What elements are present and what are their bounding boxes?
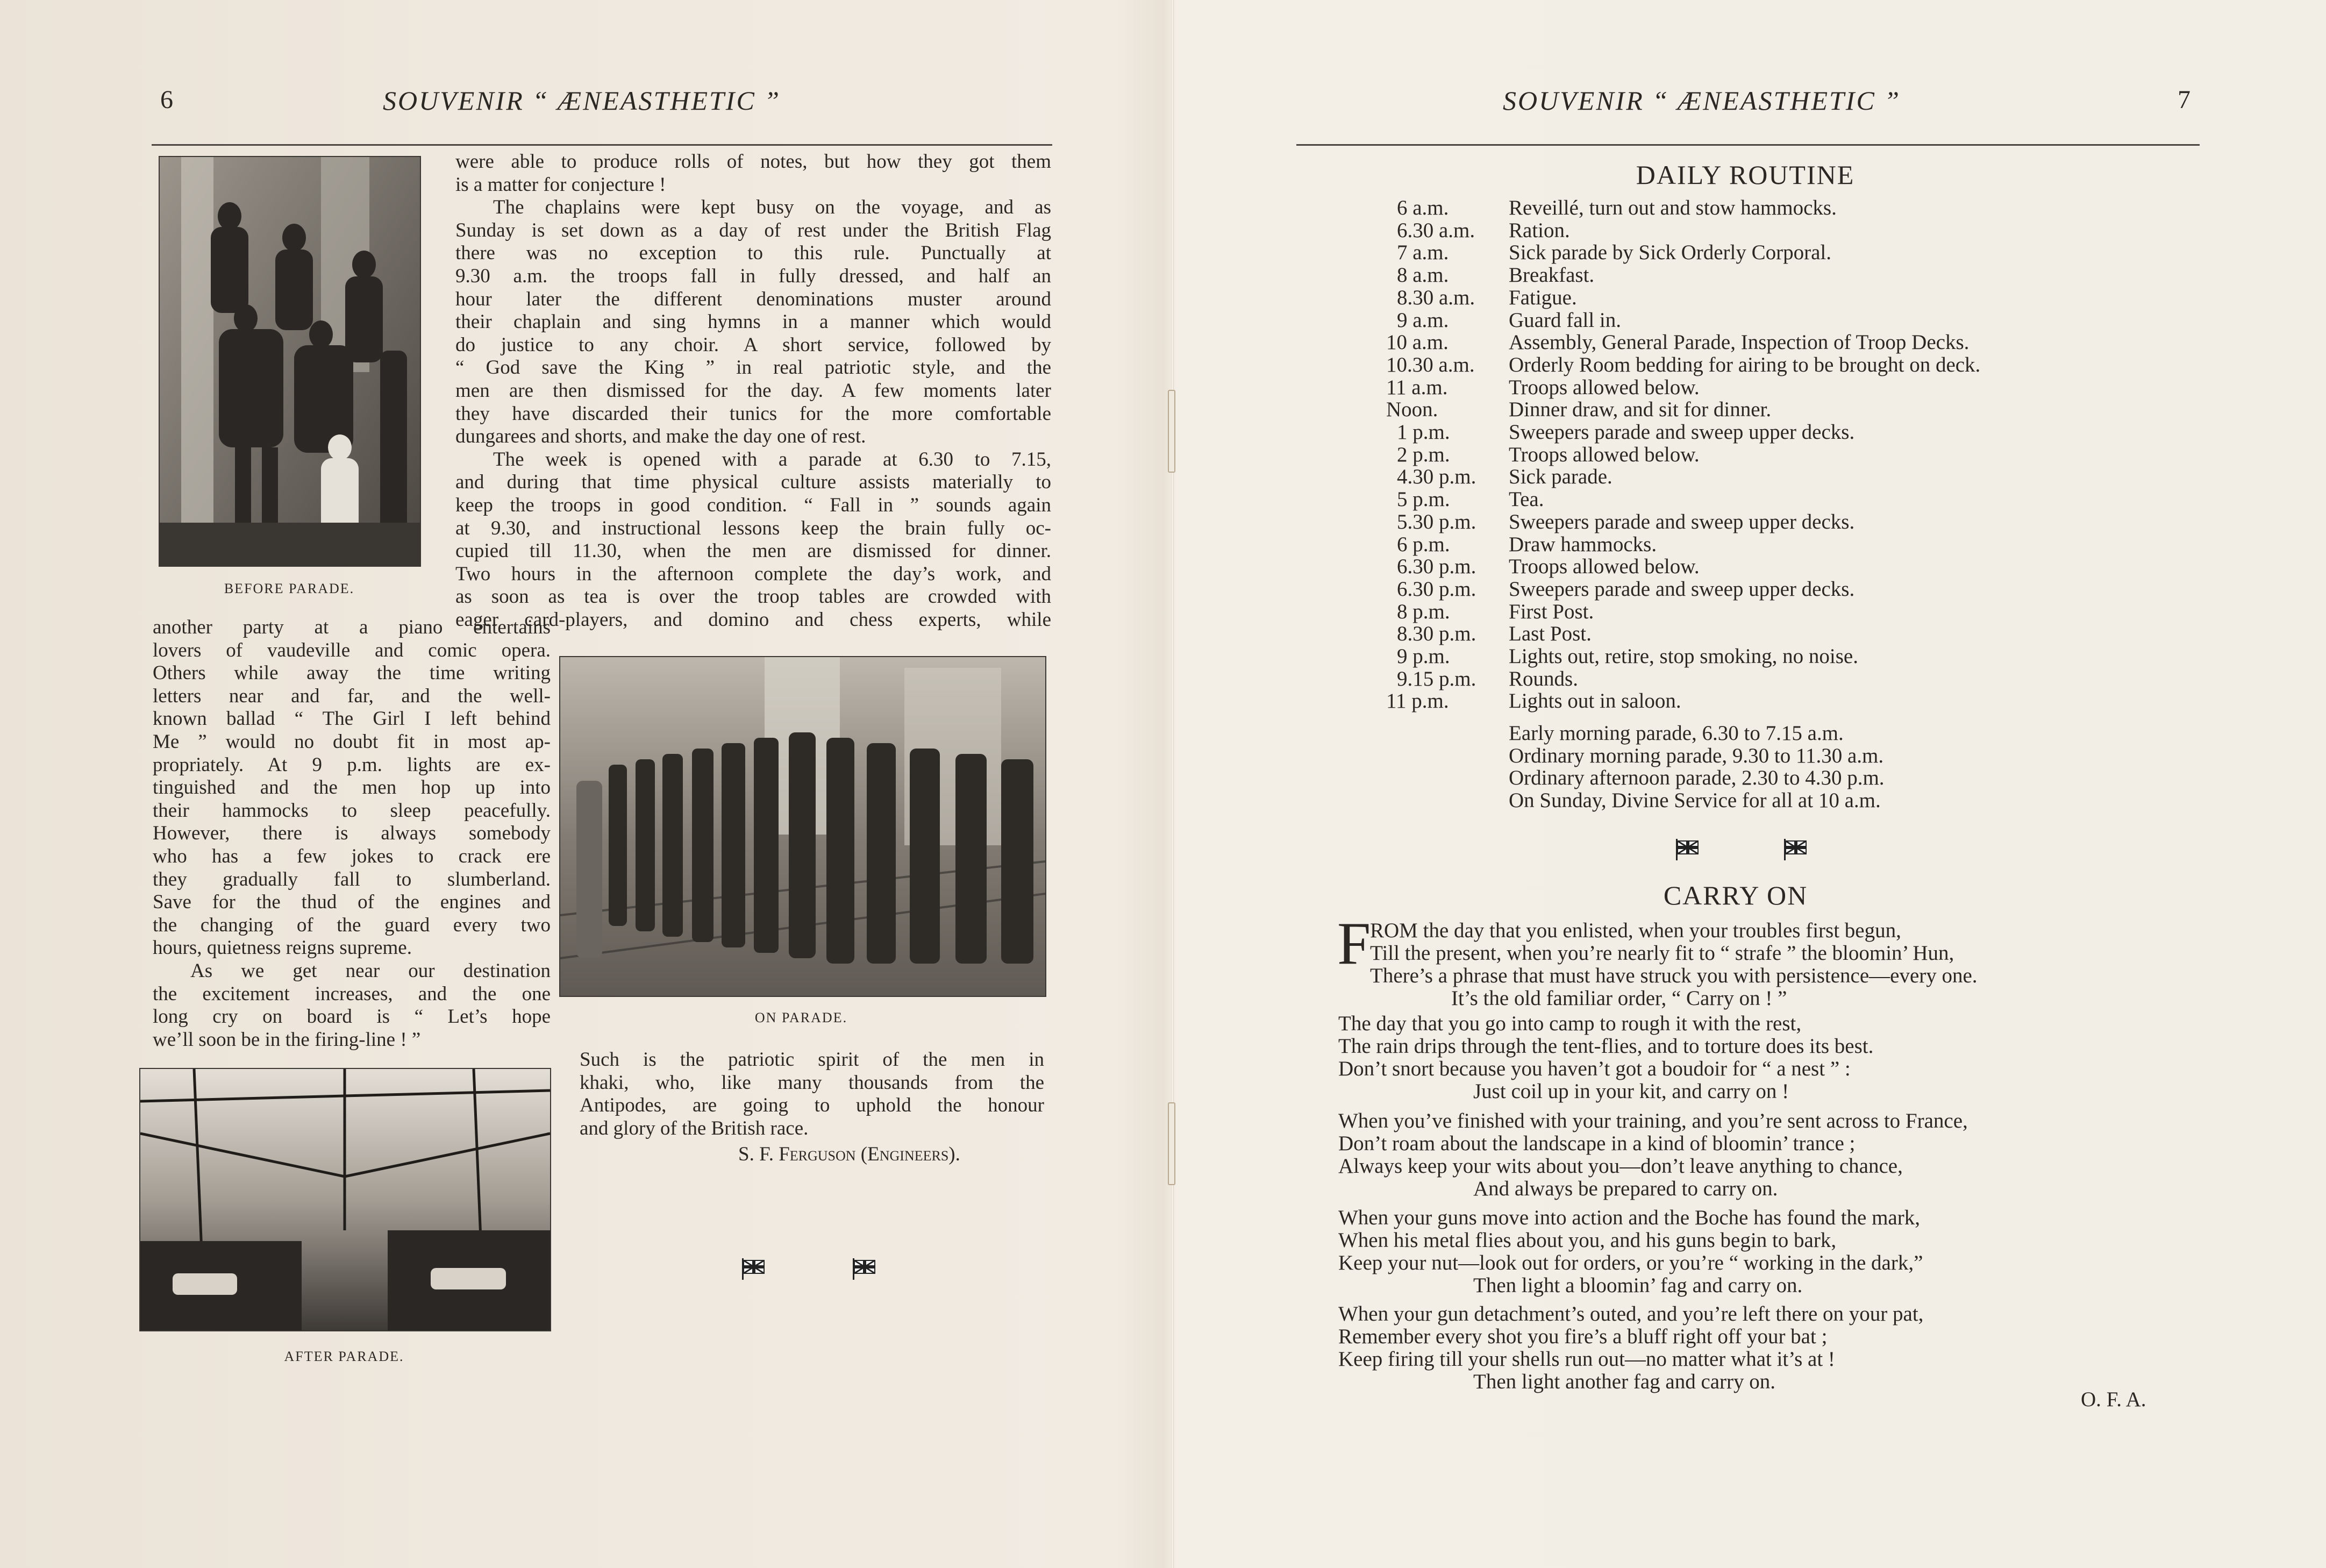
text-line: The week is opened with a parade at 6.30 to 7.15, xyxy=(493,448,1051,471)
text-line: However, there is always somebody xyxy=(153,822,551,845)
poem-refrain-line: And always be prepared to carry on. xyxy=(1473,1177,1778,1200)
routine-table xyxy=(1386,197,2139,735)
routine-time: 6.30 a.m. xyxy=(1397,218,1475,242)
text-line: the changing of the guard every two xyxy=(153,914,551,936)
text-line: As we get near our destination xyxy=(190,959,551,982)
routine-activity: Lights out in saloon. xyxy=(1509,689,1681,713)
text-line: Sunday is set down as a day of rest under the British Flag xyxy=(455,219,1051,241)
text-line: the excitement increases, and the one xyxy=(153,982,551,1005)
routine-notes xyxy=(1386,722,2139,819)
routine-time: 8 p.m. xyxy=(1397,600,1450,623)
routine-time: 1 p.m. xyxy=(1397,420,1450,444)
book-spine-fold xyxy=(1171,0,1174,1568)
union-jack-flag-icon xyxy=(1783,839,1808,860)
routine-activity: Breakfast. xyxy=(1509,263,1595,287)
running-head: SOUVENIR “ ÆNEASTHETIC ” xyxy=(1503,85,1901,116)
poem-line: Keep your nut—look out for orders, or you’re “ working in the dark,” xyxy=(1338,1251,1923,1274)
text-line: hours, quietness reigns supreme. xyxy=(153,937,412,959)
staple xyxy=(1168,390,1175,473)
routine-activity: Lights out, retire, stop smoking, no noise. xyxy=(1509,645,1858,668)
poem-line: Don’t roam about the landscape in a kind of bloomin’ trance ; xyxy=(1338,1132,1856,1155)
article-column-top xyxy=(455,151,1051,631)
text-line: we’ll soon be in the firing-line ! ” xyxy=(153,1028,421,1051)
article-closing xyxy=(580,1049,1044,1140)
routine-activity: Troops allowed below. xyxy=(1509,375,1700,399)
routine-time: Noon. xyxy=(1386,398,1438,422)
routine-activity: Ration. xyxy=(1509,218,1570,242)
routine-time: 11 p.m. xyxy=(1386,689,1449,713)
union-jack-flag-icon xyxy=(1675,839,1700,860)
routine-activity: Guard fall in. xyxy=(1509,308,1622,332)
text-line: at 9.30, and instructional lessons keep the brain fully oc- xyxy=(455,517,1051,539)
text-line: Antipodes, are going to uphold the honour xyxy=(580,1094,1044,1117)
photo-before-parade xyxy=(159,156,421,567)
poem-line: When your gun detachment’s outed, and you’re left there on your pat, xyxy=(1338,1302,1924,1325)
routine-time: 8 a.m. xyxy=(1397,263,1449,287)
routine-activity: First Post. xyxy=(1509,600,1594,623)
routine-time: 9.15 p.m. xyxy=(1397,667,1476,690)
poem-line: When his metal flies about you, and his guns begin to bark, xyxy=(1338,1229,1837,1252)
poem-title: CARRY ON xyxy=(1663,880,1808,910)
text-line: eager card-players, and domino and chess experts, while xyxy=(455,608,1051,631)
routine-time: 8.30 a.m. xyxy=(1397,286,1475,309)
text-line: hour later the different denominations muster around xyxy=(455,288,1051,310)
text-line: their chaplain and sing hymns in a manner which would xyxy=(455,311,1051,333)
text-line: Save for the thud of the engines and xyxy=(153,891,551,914)
routine-note: Ordinary afternoon parade, 2.30 to 4.30 p.m. xyxy=(1509,766,1885,790)
routine-time: 10 a.m. xyxy=(1386,331,1449,354)
poem-line: The rain drips through the tent-flies, and to torture does its best. xyxy=(1338,1035,1874,1058)
poem-signature: O. F. A. xyxy=(2081,1388,2146,1411)
routine-time: 11 a.m. xyxy=(1386,375,1448,399)
poem-refrain-line: Then light a bloomin’ fag and carry on. xyxy=(1473,1274,1803,1297)
text-line: propriately. At 9 p.m. lights are ex- xyxy=(153,753,551,776)
text-line: were able to produce rolls of notes, but how they got them xyxy=(455,151,1051,173)
union-jack-flag-icon xyxy=(741,1258,766,1280)
poem-drop-cap: F xyxy=(1337,910,1371,977)
routine-activity: Reveillé, turn out and stow hammocks. xyxy=(1509,196,1837,219)
routine-activity: Troops allowed below. xyxy=(1509,443,1700,466)
text-line: tinguished and the men hop up into xyxy=(153,776,551,799)
routine-activity: Last Post. xyxy=(1509,622,1592,646)
routine-time: 6.30 p.m. xyxy=(1397,555,1476,579)
poem-line: Always keep your wits about you—don’t leave anything to chance, xyxy=(1338,1154,1903,1178)
text-line: as soon as tea is over the troop tables are crowded with xyxy=(455,586,1051,608)
text-line: is a matter for conjecture ! xyxy=(455,173,666,196)
text-line: keep the troops in good condition. “ Fall in ” sounds again xyxy=(455,494,1051,516)
union-jack-flag-icon xyxy=(852,1258,876,1280)
running-head: SOUVENIR “ ÆNEASTHETIC ” xyxy=(383,85,781,116)
poem-refrain-line: Just coil up in your kit, and carry on ! xyxy=(1473,1080,1789,1103)
poem-line: When your guns move into action and the Boche has found the mark, xyxy=(1338,1206,1920,1229)
routine-time: 5.30 p.m. xyxy=(1397,510,1476,533)
header-rule xyxy=(152,144,1052,146)
text-line: “ God save the King ” in real patriotic style, and the xyxy=(455,357,1051,379)
header-rule xyxy=(1296,144,2200,146)
text-line: Others while away the time writing xyxy=(153,662,551,685)
text-line: they have discarded their tunics for the more comfortable xyxy=(455,402,1051,425)
routine-time: 9 a.m. xyxy=(1397,308,1449,332)
routine-activity: Draw hammocks. xyxy=(1509,532,1657,556)
routine-time: 6 p.m. xyxy=(1397,532,1450,556)
text-line: long cry on board is “ Let’s hope xyxy=(153,1006,551,1028)
text-line: they gradually fall to slumberland. xyxy=(153,868,551,890)
photo-caption: ON PARADE. xyxy=(754,1010,848,1025)
photo-caption: BEFORE PARADE. xyxy=(224,581,355,596)
article-signature: S. F. Ferguson (Engineers). xyxy=(738,1143,960,1165)
poem-line: Keep firing till your shells run out—no matter what it’s at ! xyxy=(1338,1348,1835,1371)
poem-line: The day that you go into camp to rough it with the rest, xyxy=(1338,1012,1802,1035)
routine-title: DAILY ROUTINE xyxy=(1636,160,1855,190)
poem-line: When you’ve finished with your training, and you’re sent across to France, xyxy=(1338,1109,1968,1132)
text-line: khaki, who, like many thousands from the xyxy=(580,1071,1044,1094)
text-line: their hammocks to sleep peacefully. xyxy=(153,799,551,822)
routine-activity: Dinner draw, and sit for dinner. xyxy=(1509,398,1772,422)
text-line: letters near and far, and the well- xyxy=(153,685,551,707)
text-line: The chaplains were kept busy on the voyage, and as xyxy=(493,196,1051,219)
routine-activity: Sweepers parade and sweep upper decks. xyxy=(1509,420,1855,444)
text-line: there was no exception to this rule. Punctually at xyxy=(455,242,1051,265)
poem-refrain-line: Then light another fag and carry on. xyxy=(1473,1370,1776,1393)
poem-line: Don’t snort because you haven’t got a boudoir for “ a nest ” : xyxy=(1338,1057,1851,1080)
article-column-bottom xyxy=(153,616,551,1051)
text-line: who has a few jokes to crack ere xyxy=(153,845,551,867)
routine-activity: Sick parade. xyxy=(1509,465,1612,489)
text-line: another party at a piano entertains xyxy=(153,616,551,638)
text-line: Two hours in the afternoon complete the day’s work, and xyxy=(455,562,1051,585)
routine-activity: Sweepers parade and sweep upper decks. xyxy=(1509,510,1855,533)
routine-time: 4.30 p.m. xyxy=(1397,465,1476,489)
routine-time: 8.30 p.m. xyxy=(1397,622,1476,646)
routine-activity: Troops allowed below. xyxy=(1509,555,1700,579)
text-line: and glory of the British race. xyxy=(580,1117,809,1139)
poem-refrain-line: It’s the old familiar order, “ Carry on ! ” xyxy=(1451,987,1787,1010)
page-number: 7 xyxy=(2178,85,2191,114)
routine-time: 6.30 p.m. xyxy=(1397,577,1476,601)
photo-after-parade xyxy=(139,1068,551,1331)
text-line: do justice to any choir. A short service, followed by xyxy=(455,333,1051,356)
text-line: cupied till 11.30, when the men are dismissed for dinner. xyxy=(455,540,1051,562)
staple xyxy=(1168,1102,1175,1185)
text-line: and during that time physical culture assists materially to xyxy=(455,471,1051,494)
routine-note: On Sunday, Divine Service for all at 10 a.m. xyxy=(1509,789,1881,812)
poem-line: Remember every shot you fire’s a bluff right off your bat ; xyxy=(1338,1325,1828,1348)
text-line: 9.30 a.m. the troops fall in fully dressed, and half an xyxy=(455,265,1051,287)
routine-time: 7 a.m. xyxy=(1397,241,1449,265)
text-line: Me ” would no doubt fit in most ap- xyxy=(153,730,551,753)
routine-time: 10.30 a.m. xyxy=(1386,353,1475,376)
routine-activity: Tea. xyxy=(1509,488,1544,511)
routine-time: 6 a.m. xyxy=(1397,196,1449,219)
routine-activity: Sick parade by Sick Orderly Corporal. xyxy=(1509,241,1832,265)
text-line: known ballad “ The Girl I left behind xyxy=(153,708,551,730)
page-number: 6 xyxy=(160,85,173,114)
photo-caption: AFTER PARADE. xyxy=(284,1349,404,1364)
routine-note: Early morning parade, 6.30 to 7.15 a.m. xyxy=(1509,722,1844,745)
poem-line: Till the present, when you’re nearly fit to “ strafe ” the bloomin’ Hun, xyxy=(1370,942,1954,965)
routine-time: 2 p.m. xyxy=(1397,443,1450,466)
routine-activity: Orderly Room bedding for airing to be brought on deck. xyxy=(1509,353,1981,376)
routine-time: 9 p.m. xyxy=(1397,645,1450,668)
routine-activity: Sweepers parade and sweep upper decks. xyxy=(1509,577,1855,601)
text-line: dungarees and shorts, and make the day one of rest. xyxy=(455,425,866,448)
text-line: men are then dismissed for the day. A few moments later xyxy=(455,379,1051,402)
photo-on-parade xyxy=(559,656,1046,997)
text-line: Such is the patriotic spirit of the men in xyxy=(580,1049,1044,1071)
poem-line: There’s a phrase that must have struck you with persistence—every one. xyxy=(1370,964,1978,987)
routine-time: 5 p.m. xyxy=(1397,488,1450,511)
routine-note: Ordinary morning parade, 9.30 to 11.30 a.m. xyxy=(1509,744,1884,767)
routine-activity: Assembly, General Parade, Inspection of Troop Decks. xyxy=(1509,331,1970,354)
routine-activity: Rounds. xyxy=(1509,667,1578,690)
routine-activity: Fatigue. xyxy=(1509,286,1577,309)
text-line: lovers of vaudeville and comic opera. xyxy=(153,639,551,661)
poem-line: ROM the day that you enlisted, when your troubles first begun, xyxy=(1370,919,1901,942)
